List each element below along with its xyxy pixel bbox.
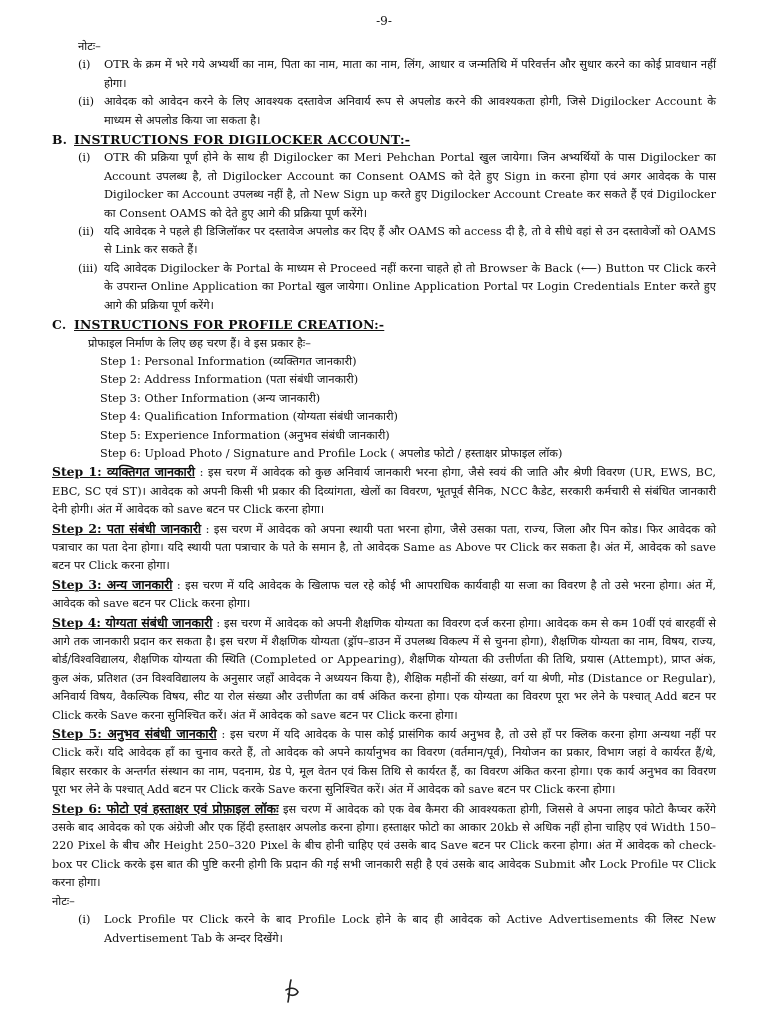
digilocker-item <box>78 260 716 315</box>
step-detail <box>52 463 716 519</box>
item-text: OTR के क्रम में भरे गये अभ्यर्थी का नाम, पिता का नाम, माता का नाम, लिंग, आधार व जन्मतिथि में परिवर्त्तन और सुधार करने का कोई प्रावधान नहीं होगा। <box>104 58 716 90</box>
digilocker-item <box>78 223 716 260</box>
step-detail <box>52 614 716 725</box>
step-list-item: Step 6: Upload Photo / Signature and Profile Lock ( अपलोड फोटो / हस्ताक्षर प्रोफाइल लॉक) <box>100 446 563 460</box>
step-label: Step 6: फोटो एवं हस्ताक्षर एवं प्रोफ़ाइल लॉकः <box>52 800 279 816</box>
item-number: (i) <box>78 58 91 72</box>
step-detail <box>52 800 716 893</box>
page-number: -9- <box>376 14 392 28</box>
step-label: Step 4: योग्यता संबंधी जानकारी <box>52 614 213 630</box>
profile-intro: प्रोफाइल निर्माण के लिए छह चरण हैं। वे इस प्रकार हैः– <box>88 336 311 350</box>
step-text: : इस चरण में यदि आवेदक के पास कोई प्रासंगिक कार्य अनुभव है, तो उसे हाँ पर क्लिक करना होगा अन्यथा नहीं पर Click करें। यदि आवेदक हाँ का चुनाव करते हैं, तो आवेदक को अपने कार्यानुभव का विवरण (वर्तमान/पूर्व), नियोजन का प्रकार, विभाग जहां वे कार्यरत हैं/थे, बिहार सरकार के अन्तर्गत संस्थान का नाम, पदनाम, ग्रेड पे, मूल वेतन एवं किस तिथि से कार्यरत हैं, का विवरण अंकित करना होगा। एक कार्य अनुभव का विवरण पूरा भर लेने के पश्चात् Add बटन पर Click करके Save करना सुनिश्चित करें। अंत में आवेदक को save बटन पर Click करना होगा। <box>52 728 716 797</box>
note-label: नोटः– <box>78 40 101 53</box>
step-label: Step 2: पता संबंधी जानकारी <box>52 520 202 536</box>
note-item <box>78 56 716 93</box>
step-list-item: Step 4: Qualification Information (योग्यता संबंधी जानकारी) <box>100 410 398 424</box>
step-list-item: Step 2: Address Information (पता संबंधी जानकारी) <box>100 373 359 387</box>
step-list-item: Step 3: Other Information (अन्य जानकारी) <box>100 391 321 405</box>
step-text: : इस चरण में आवेदक को अपनी शैक्षणिक योग्यता का विवरण दर्ज करना होगा। आवेदक कम से कम 10वीं एवं बारहवीं से आगे तक जानकारी प्रदान कर सकता है। इस चरण में शैक्षणिक योग्यता (ड्रॉप–डाउन में उपलब्ध विकल्प में से चुनना होगा), शैक्षणिक योग्यता का नाम, विषय, राज्य, बोर्ड/विश्वविद्यालय, शैक्षणिक योग्यता की स्थिति (Completed or Appearing), शैक्षणिक योग्यता की उत्तीर्णता की तिथि, प्रयास (Attempt), प्राप्त अंक, कुल अंक, प्रतिशत (उन विश्वविद्यालय के अनुसार जहाँ आवेदक ने अध्ययन किया है), शैक्षिक महीनों की संख्या, वर्ग या श्रेणी, मोड (Distance or Regular), अनिवार्य विषय, वैकल्पिक विषय, सीट या रोल संख्या और उत्तीर्णता का वर्ष अंकित करना होगा। एक योग्यता का विवरण पूरा भर लेने के पश्चात् Add बटन पर Click करके Save करना सुनिश्चित करें। अंत में आवेदक को save बटन पर Click करना होगा। <box>52 616 716 722</box>
section-letter: C. <box>52 317 67 333</box>
step-list-item: Step 5: Experience Information (अनुभव संबंधी जानकारी) <box>100 428 390 442</box>
digilocker-item <box>78 149 716 223</box>
page-content <box>52 38 716 948</box>
section-letter: B. <box>52 132 68 148</box>
item-number: (iii) <box>78 261 98 275</box>
step-detail <box>52 725 716 800</box>
step-text: : इस चरण में आवेदक को अपना स्थायी पता भरना होगा, जैसे उसका पता, राज्य, जिला और पिन कोड। फिर आवेदक को पत्राचार का पता देना होगा। यदि स्थायी पता पत्राचार के पते के समान है, तो आवेदक Same as Above पर Click कर सकता है। अंत में, आवेदक को save बटन पर Click करना होगा। <box>52 522 716 573</box>
item-text: यदि आवेदक ने पहले ही डिजिलॉकर पर दस्तावेज अपलोड कर दिए हैं और OAMS को access दी है, तो वे सीधे वहां से उन दस्तावेजों को OAMS से Link कर सकते हैं। <box>104 225 716 257</box>
note-item <box>78 93 716 130</box>
step-text: : इस चरण में आवेदक को कुछ अनिवार्य जानकारी भरना होगा, जैसे स्वयं की जाति और श्रेणी विवरण (UR, EWS, BC, EBC, SC एवं ST)। आवेदक को अपनी किसी भी प्रकार की दिव्यांगता, खेलों का विवरण, भूतपूर्व सैनिक, NCC कैडेट, सरकारी कर्मचारी से संबंधित जानकारी देनी होगी। अंत में आवेदक को save बटन पर Click करना होगा। <box>52 466 716 517</box>
note-item <box>78 911 716 948</box>
note-label: नोटः– <box>52 894 75 908</box>
item-text: यदि आवेदक Digilocker के Portal के माध्यम से Proceed नहीं करना चाहते हो तो Browser के Back (⟵) Button पर Click करने के उपरान्त Online Application का Portal खुल जायेगा। Online Application Portal पर Login Credentials Enter करते हुए आगे की प्रक्रिया पूर्ण करेंगे। <box>104 261 716 312</box>
step-text: : इस चरण में यदि आवेदक के खिलाफ चल रहे कोई भी आपराधिक कार्यवाही या सजा का विवरण है तो उसे भरना होगा। अंत में, आवेदक को save बटन पर Click करना होगा। <box>52 578 716 611</box>
section-heading-b <box>52 131 716 149</box>
step-detail <box>52 576 716 614</box>
section-heading-c <box>52 316 716 334</box>
item-number: (ii) <box>78 95 95 109</box>
item-number: (ii) <box>78 225 95 239</box>
step-label: Step 5: अनुभव संबंधी जानकारी <box>52 726 217 742</box>
item-text: OTR की प्रक्रिया पूर्ण होने के साथ ही Digilocker का Meri Pehchan Portal खुल जायेगा। जिन अभ्यर्थियों के पास Digilocker का Account उपलब्ध है, तो Digilocker Account का Consent OAMS को देते हुए Sign in करना होगा एवं अगर आवेदक के पास Digilocker का Account उपलब्ध नहीं है, तो New Sign up करते हुए Digilocker Account Create कर सकते हैं एवं Digilocker का Consent OAMS को देते हुए आगे की प्रक्रिया पूर्ण करेंगे। <box>104 151 716 220</box>
section-title: INSTRUCTIONS FOR DIGILOCKER ACCOUNT:- <box>74 132 411 148</box>
item-text: Lock Profile पर Click करने के बाद Profile Lock होने के बाद ही आवेदक को Active Advertisements की लिस्ट New Advertisement Tab के अन्दर दिखेंगे। <box>104 913 716 945</box>
section-title: INSTRUCTIONS FOR PROFILE CREATION:- <box>74 317 385 333</box>
step-label: Step 1: व्यक्तिगत जानकारी <box>52 464 196 480</box>
item-number: (i) <box>78 913 91 927</box>
item-text: आवेदक को आवेदन करने के लिए आवश्यक दस्तावेज अनिवार्य रूप से अपलोड करने की आवश्यकता होगी, जिसे Digilocker Account के माध्यम से अपलोड किया जा सकता है। <box>104 95 716 127</box>
step-list-item: Step 1: Personal Information (व्यक्तिगत जानकारी) <box>100 354 357 368</box>
step-text: इस चरण में आवेदक को एक वेब कैमरा की आवश्यकता होगी, जिससे वे अपना लाइव फोटो कैप्चर करेंगे उसके बाद आवेदक को एक अंग्रेजी और एक हिंदी हस्ताक्षर अपलोड करना होगा। हस्ताक्षर फोटो का आकार 20kb से अधिक नहीं होना चाहिए एवं Width 150–220 Pixel के बीच और Height 250–320 Pixel के बीच होनी चाहिए एवं उसके बाद Save बटन पर Click करना होगा। अंत में आवेदक को check-box पर Click करके इस बात की पुष्टि करनी होगी कि प्रदान की गई सभी जानकारी सही है एवं उसके बाद आवेदक Submit और Lock Profile पर Click करना होगा। <box>52 802 717 890</box>
item-number: (i) <box>78 151 91 165</box>
step-detail <box>52 520 716 576</box>
signature-mark-icon <box>282 978 302 1004</box>
step-label: Step 3: अन्य जानकारी <box>52 576 173 592</box>
